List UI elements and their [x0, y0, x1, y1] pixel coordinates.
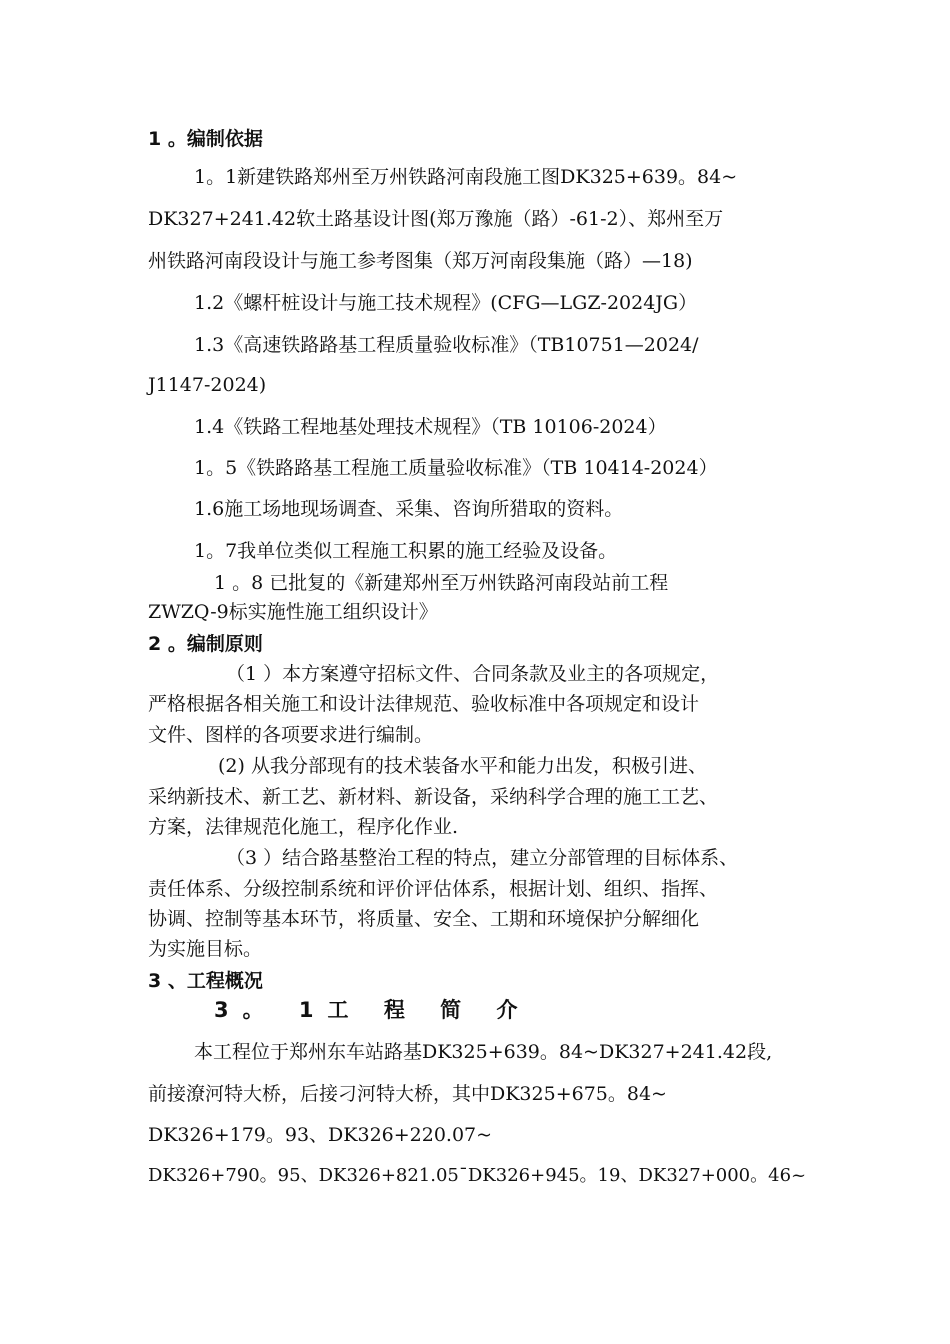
section-heading-2: 2 。编制原则: [148, 633, 263, 655]
paragraph-line: 方案，法律规范化施工，程序化作业.: [148, 816, 459, 838]
paragraph-line: 1.2《螺杆桩设计与施工技术规程》(CFG—LGZ-2024JG）: [194, 292, 698, 314]
section-heading-1: 1 。编制依据: [148, 128, 263, 150]
paragraph-line: J1147-2024): [148, 374, 267, 396]
section-heading-3: 3 、工程概况: [148, 970, 263, 992]
paragraph-line: 采纳新技术、新工艺、新材料、新设备，采纳科学合理的施工工艺、: [148, 786, 719, 808]
paragraph-line: 州铁路河南段设计与施工参考图集（郑万河南段集施（路）—18): [148, 250, 693, 272]
paragraph-line: 1.6施工场地现场调查、采集、咨询所猎取的资料。: [194, 498, 624, 520]
paragraph-line: 责任体系、分级控制系统和评价评估体系，根据计划、组织、指挥、: [148, 878, 719, 900]
paragraph-line: ZWZQ-9标实施性施工组织设计》: [148, 601, 438, 623]
paragraph-line: 严格根据各相关施工和设计法律规范、验收标准中各项规定和设计: [148, 693, 700, 715]
paragraph-line: （1 ）本方案遵守招标文件、合同条款及业主的各项规定，: [226, 663, 720, 685]
paragraph-line: 1。5《铁路路基工程施工质量验收标准》（TB 10414-2024）: [194, 457, 718, 479]
subsection-heading: 3。 1工 程 简 介: [214, 998, 532, 1022]
paragraph-line: （3 ）结合路基整治工程的特点，建立分部管理的目标体系、: [226, 847, 739, 869]
paragraph-line: 1。7我单位类似工程施工积累的施工经验及设备。: [194, 540, 618, 562]
paragraph-line: 1 。8 已批复的《新建郑州至万州铁路河南段站前工程: [214, 572, 669, 594]
paragraph-line: (2) 从我分部现有的技术装备水平和能力出发，积极引进、: [218, 755, 707, 777]
paragraph-line: 1.4《铁路工程地基处理技术规程》（TB 10106-2024）: [194, 416, 667, 438]
paragraph-line: 1。1新建铁路郑州至万州铁路河南段施工图DK325+639。84~: [194, 166, 738, 188]
paragraph-line: 协调、控制等基本环节，将质量、安全、工期和环境保护分解细化: [148, 908, 700, 930]
paragraph-line: 1.3《高速铁路路基工程质量验收标准》（TB10751—2024/: [194, 334, 699, 356]
paragraph-line: 本工程位于郑州东车站路基DK325+639。84~DK327+241.42段,: [194, 1041, 773, 1063]
paragraph-line: 为实施目标。: [148, 938, 263, 960]
paragraph-line: 前接潦河特大桥，后接刁河特大桥，其中DK325+675。84~: [148, 1083, 667, 1105]
paragraph-line: DK327+241.42软土路基设计图(郑万豫施（路）-61-2）、郑州至万: [148, 208, 724, 230]
paragraph-line: DK326+790。95、DK326+821.05¯DK326+945。19、DK327+000。46~: [148, 1165, 807, 1186]
paragraph-line: 文件、图样的各项要求进行编制。: [148, 724, 434, 746]
paragraph-line: DK326+179。93、DK326+220.07~: [148, 1124, 493, 1146]
